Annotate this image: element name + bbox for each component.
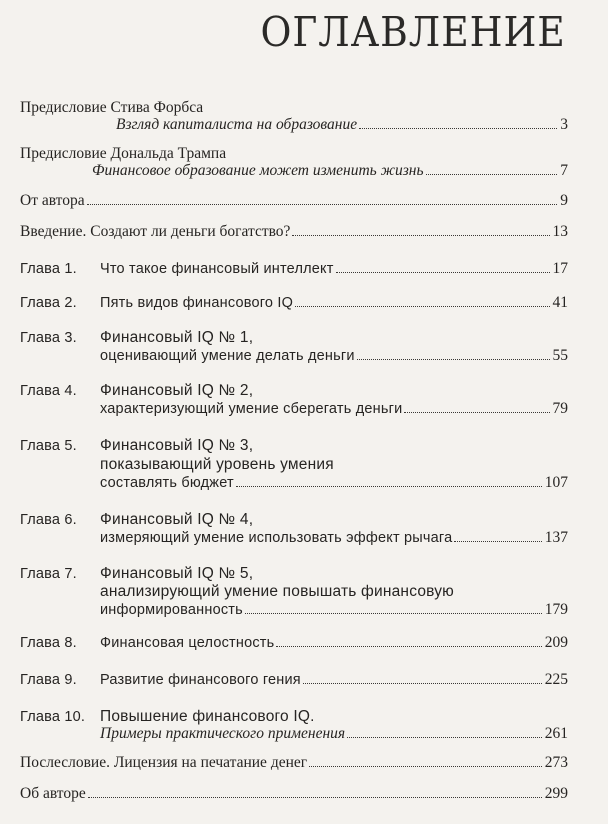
toc-entry-subtitle: Взгляд капиталиста на образование: [116, 116, 358, 133]
toc-entry-chapter-4[interactable]: [100, 399, 568, 419]
toc-entry-about[interactable]: [20, 784, 568, 804]
chapter-label: Глава 6.: [20, 512, 77, 528]
page-title: ОГЛАВЛЕНИЕ: [260, 8, 566, 56]
page-number: 3: [560, 116, 568, 133]
dot-leader: [292, 235, 549, 236]
toc-entry-subtitle: показывающий уровень умения: [100, 456, 334, 473]
toc-entry-title: Что такое финансовый интеллект: [100, 261, 334, 277]
dot-leader: [347, 737, 542, 738]
page-number: 209: [544, 634, 568, 651]
dot-leader: [336, 272, 550, 273]
toc-entry-subtitle: измеряющий умение использовать эффект рычага: [100, 530, 453, 546]
toc-entry-title: Финансовый IQ № 4,: [100, 511, 254, 528]
chapter-label: Глава 5.: [20, 438, 77, 454]
page-number: 107: [544, 474, 568, 491]
toc-entry-afterword[interactable]: [20, 753, 568, 773]
toc-entry-author-note[interactable]: [20, 191, 568, 211]
toc-entry-subtitle: Финансовое образование может изменить жизнь: [92, 162, 424, 179]
toc-entry-title: От автора: [20, 192, 85, 209]
chapter-label: Глава 4.: [20, 383, 77, 399]
toc-entry-trump[interactable]: [92, 161, 568, 181]
dot-leader: [245, 613, 542, 614]
toc-entry-title: Введение. Создают ли деньги богатство?: [20, 223, 291, 240]
toc-entry-chapter-2[interactable]: [100, 293, 568, 313]
toc-entry-trump-heading: Предисловие Дональда Трампа: [20, 145, 227, 162]
page-number: 273: [544, 754, 568, 771]
toc-entry-title: Пять видов финансового IQ: [100, 295, 294, 311]
toc-entry-intro[interactable]: [20, 222, 568, 242]
toc-entry-title: Повышение финансового IQ.: [100, 708, 315, 725]
toc-entry-title: Финансовый IQ № 2,: [100, 382, 254, 399]
page-number: 299: [544, 785, 568, 802]
toc-entry-subtitle: информированность: [100, 602, 243, 618]
page-number: 55: [552, 347, 568, 364]
toc-entry-chapter-6[interactable]: [100, 528, 568, 548]
page-number: 179: [544, 601, 568, 618]
toc-entry-subtitle: Примеры практического применения: [100, 725, 346, 742]
toc-entry-title: Финансовый IQ № 5,: [100, 565, 254, 582]
page-number: 137: [544, 529, 568, 546]
chapter-label: Глава 10.: [20, 709, 86, 725]
toc-entry-subtitle: оценивающий умение делать деньги: [100, 348, 355, 364]
toc-entry-subtitle: составлять бюджет: [100, 475, 234, 491]
dot-leader: [88, 797, 542, 798]
dot-leader: [295, 306, 549, 307]
toc-entry-chapter-10[interactable]: [100, 724, 568, 744]
chapter-label: Глава 7.: [20, 566, 77, 582]
dot-leader: [426, 174, 558, 175]
dot-leader: [87, 204, 558, 205]
page-number: 17: [552, 260, 568, 277]
toc-entry-chapter-5[interactable]: [100, 473, 568, 493]
toc-entry-chapter-7[interactable]: [100, 600, 568, 620]
chapter-label: Глава 2.: [20, 295, 77, 311]
dot-leader: [404, 412, 549, 413]
toc-entry-title: Послесловие. Лицензия на печатание денег: [20, 754, 308, 771]
chapter-label: Глава 1.: [20, 261, 77, 277]
dot-leader: [357, 359, 550, 360]
toc-entry-subtitle: анализирующий умение повышать финансовую: [100, 583, 455, 600]
dot-leader: [236, 486, 542, 487]
toc-entry-forbes[interactable]: [116, 115, 568, 135]
dot-leader: [454, 541, 541, 542]
toc-entry-title: Финансовая целостность: [100, 635, 275, 651]
toc-entry-title: Об авторе: [20, 785, 86, 802]
dot-leader: [359, 128, 557, 129]
page-number: 13: [552, 223, 568, 240]
chapter-label: Глава 3.: [20, 330, 77, 346]
toc-entry-forbes-heading: Предисловие Стива Форбса: [20, 99, 204, 116]
toc-entry-chapter-1[interactable]: [100, 259, 568, 279]
page-number: 7: [560, 162, 568, 179]
chapter-label: Глава 8.: [20, 635, 77, 651]
toc-entry-title: Финансовый IQ № 3,: [100, 437, 254, 454]
toc-entry-title: Финансовый IQ № 1,: [100, 329, 254, 346]
page-number: 9: [560, 192, 568, 209]
chapter-label: Глава 9.: [20, 672, 77, 688]
toc-entry-subtitle: характеризующий умение сберегать деньги: [100, 401, 403, 417]
toc-entry-chapter-8[interactable]: [100, 633, 568, 653]
dot-leader: [276, 646, 541, 647]
dot-leader: [303, 683, 542, 684]
page-number: 41: [552, 294, 568, 311]
page-number: 79: [552, 400, 568, 417]
page-number: 225: [544, 671, 568, 688]
page-number: 261: [544, 725, 568, 742]
dot-leader: [309, 766, 542, 767]
toc-entry-chapter-3[interactable]: [100, 346, 568, 366]
toc-entry-title: Развитие финансового гения: [100, 672, 301, 688]
toc-entry-chapter-9[interactable]: [100, 670, 568, 690]
